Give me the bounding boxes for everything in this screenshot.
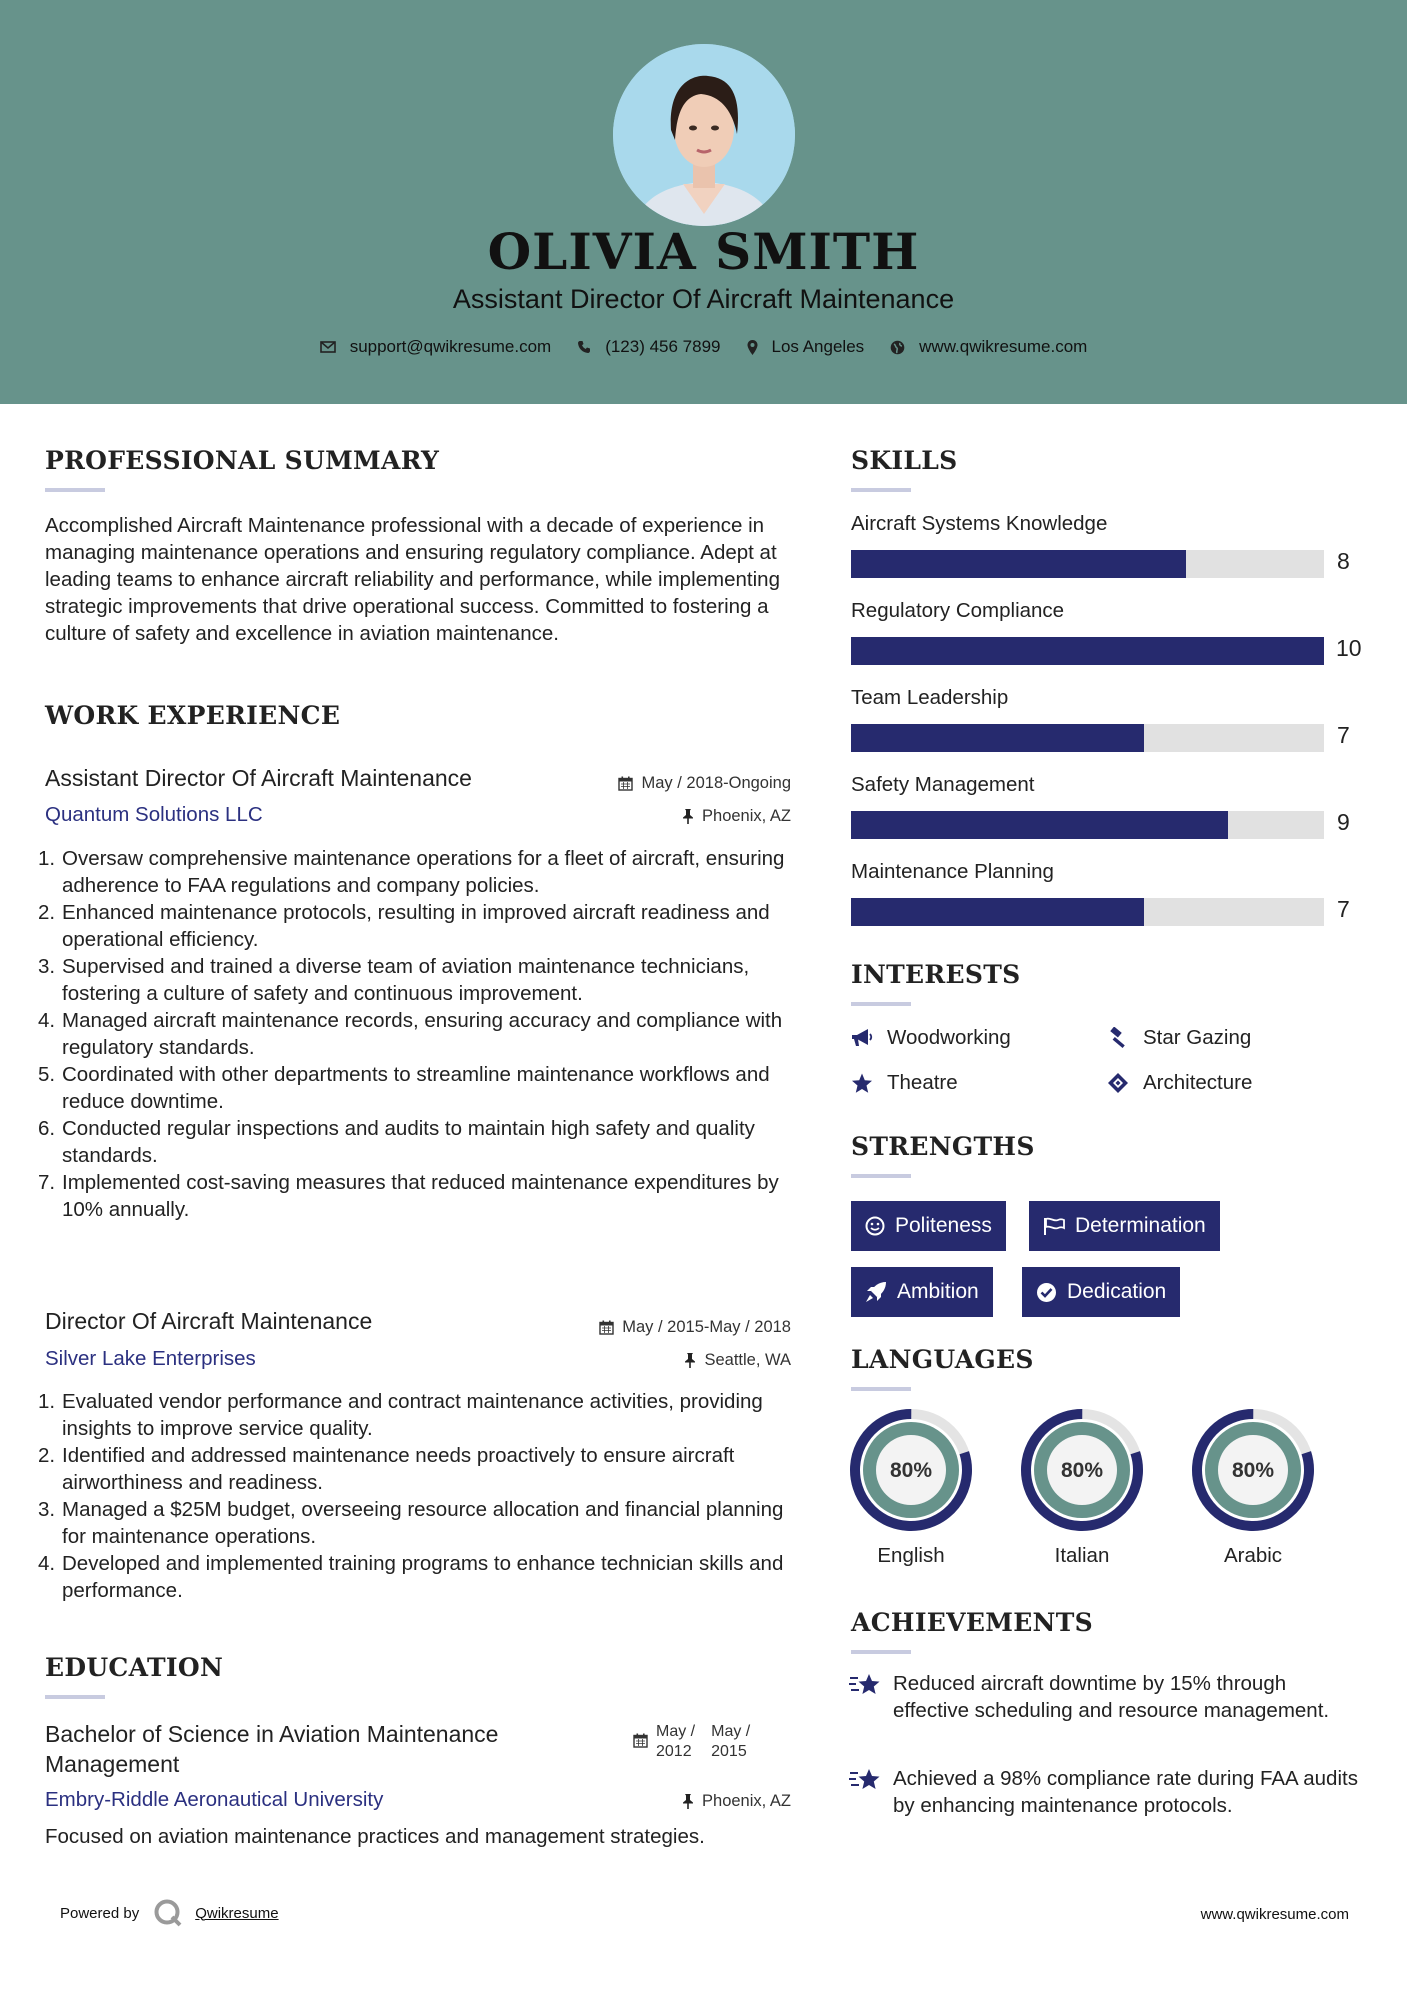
summary-text: Accomplished Aircraft Maintenance professional with a decade of experience in managing maintenance operations and ensuring regulatory compliance. Adept at leading teams to enhance aircraft reliability and performance, while implementing strategic improvements that drive operational success. Committed to fostering a culture of safety and excellence in aviation maintenance. — [45, 514, 780, 645]
language-name: Italian — [1054, 1544, 1110, 1567]
interests-divider — [851, 1002, 911, 1006]
job-location-1-text: Phoenix, AZ — [702, 807, 791, 825]
job-dates-1-text: May / 2018-Ongoing — [641, 774, 791, 792]
achievement-item: Achieved a 98% compliance rate during FAA audits by enhancing maintenance protocols. — [848, 1765, 1368, 1819]
skill-label: Safety Management — [851, 773, 1035, 796]
interests-heading: INTERESTS — [851, 960, 1021, 989]
skill-bar-track — [851, 898, 1324, 926]
interest-theatre — [851, 1071, 958, 1095]
list-item: 2. Identified and addressed maintenance needs proactively to ensure aircraft airworthiness and readiness. — [38, 1444, 735, 1494]
list-item: 3. Supervised and trained a diverse team of aviation maintenance technicians, fostering a culture of safety and continuous improvement. — [38, 955, 750, 1005]
job-location-1 — [682, 807, 791, 826]
flag-icon — [1043, 1217, 1065, 1235]
footer-powered-by — [60, 1898, 279, 1928]
achievements-heading: ACHIEVEMENTS — [851, 1608, 1093, 1637]
list-item: 4. Developed and implemented training programs to enhance technician skills and performance. — [38, 1552, 784, 1602]
pushpin-icon — [682, 809, 694, 824]
ticket-icon — [1107, 1072, 1129, 1094]
education-location — [682, 1792, 791, 1811]
education-location-text: Phoenix, AZ — [702, 1792, 791, 1810]
strength-ambition: Ambition — [851, 1267, 993, 1317]
interest-star-gazing — [1107, 1026, 1251, 1050]
interest-label: Architecture — [1143, 1071, 1253, 1094]
job-dates-2-text: May / 2015-May / 2018 — [622, 1318, 791, 1336]
skill-label: Aircraft Systems Knowledge — [851, 512, 1108, 535]
skill-label: Regulatory Compliance — [851, 599, 1065, 622]
job-dates-1 — [618, 774, 791, 793]
skill-bar-fill — [851, 724, 1144, 752]
language-percent: 80% — [1060, 1459, 1104, 1482]
profile-photo — [613, 44, 795, 226]
education-description: Focused on aviation maintenance practices and management strategies. — [45, 1825, 705, 1848]
calendar-icon — [599, 1320, 614, 1335]
pushpin-icon — [682, 1794, 694, 1809]
job-company-1: Quantum Solutions LLC — [45, 803, 263, 826]
language-percent: 80% — [889, 1459, 933, 1482]
list-item: 1. Oversaw comprehensive maintenance operations for a fleet of aircraft, ensuring adherence to FAA regulations and company policies. — [38, 847, 785, 897]
language-ring — [1191, 1408, 1315, 1532]
contact-location-text: Los Angeles — [771, 337, 865, 356]
language-ring-chart — [1191, 1408, 1315, 1532]
summary-divider — [45, 488, 105, 492]
calendar-icon — [618, 776, 633, 791]
check-circle-icon — [1036, 1282, 1057, 1303]
envelope-icon — [320, 341, 336, 353]
list-item: 3. Managed a $25M budget, overseeing resource allocation and financial planning for maintenance operations. — [38, 1498, 784, 1548]
skill-bar-track — [851, 637, 1324, 665]
skill-bar-track — [851, 811, 1324, 839]
contact-bar — [0, 337, 1407, 357]
strength-dedication: Dedication — [1022, 1267, 1180, 1317]
contact-phone[interactable] — [577, 337, 720, 357]
interest-label: Star Gazing — [1143, 1026, 1252, 1049]
megaphone-icon — [851, 1028, 873, 1048]
profile-photo-illustration — [613, 44, 795, 226]
resume-header — [0, 0, 1407, 404]
candidate-title: Assistant Director Of Aircraft Maintenance — [452, 284, 955, 314]
rocket-icon — [865, 1281, 887, 1303]
interest-label: Theatre — [887, 1071, 958, 1094]
map-marker-icon — [747, 340, 758, 355]
skill-value: 9 — [1337, 809, 1350, 835]
smile-icon — [865, 1216, 885, 1236]
job-location-2 — [684, 1351, 791, 1370]
globe-icon — [890, 340, 905, 355]
footer-website[interactable]: www.qwikresume.com — [1200, 1906, 1349, 1923]
language-name: Arabic — [1223, 1544, 1283, 1567]
star-icon — [851, 1073, 873, 1094]
list-item: 1. Evaluated vendor performance and contract maintenance activities, providing insights to improve service quality. — [38, 1390, 763, 1440]
summary-heading: PROFESSIONAL SUMMARY — [45, 446, 440, 475]
interest-woodworking — [851, 1026, 1011, 1050]
skill-bar-fill — [851, 637, 1324, 665]
language-ring — [1020, 1408, 1144, 1532]
list-item: 7. Implemented cost-saving measures that reduced maintenance expenditures by 10% annually. — [38, 1171, 779, 1221]
education-end: May / 2015 — [711, 1723, 751, 1760]
education-start: May / 2012 — [656, 1723, 696, 1760]
languages-heading: LANGUAGES — [851, 1345, 1034, 1374]
language-ring-chart — [849, 1408, 973, 1532]
achievements-divider — [851, 1650, 911, 1654]
list-item: 5. Coordinated with other departments to streamline maintenance workflows and reduce downtime. — [38, 1063, 770, 1113]
language-percent: 80% — [1231, 1459, 1275, 1482]
education-heading: EDUCATION — [45, 1653, 224, 1682]
qwikresume-logo-icon — [153, 1898, 183, 1928]
interest-label: Woodworking — [887, 1026, 1011, 1049]
contact-website[interactable] — [890, 337, 1087, 357]
skill-value: 8 — [1337, 548, 1350, 574]
language-ring — [849, 1408, 973, 1532]
gavel-icon — [1107, 1027, 1129, 1049]
job-title-1: Assistant Director Of Aircraft Maintenance — [45, 765, 472, 791]
skill-bar-fill — [851, 550, 1186, 578]
skill-bar-track — [851, 550, 1324, 578]
shooting-star-icon — [848, 1765, 882, 1795]
skill-bar-track — [851, 724, 1324, 752]
list-item: 2. Enhanced maintenance protocols, resulting in improved aircraft readiness and operational efficiency. — [38, 901, 770, 951]
job-dates-2 — [599, 1318, 791, 1337]
strengths-divider — [851, 1174, 911, 1178]
pushpin-icon — [684, 1353, 696, 1368]
contact-email-text: support@qwikresume.com — [349, 337, 552, 356]
experience-heading: WORK EXPERIENCE — [45, 701, 341, 730]
language-name: English — [877, 1544, 945, 1567]
powered-by-text: Powered by — [60, 1904, 140, 1922]
languages-divider — [851, 1387, 911, 1391]
candidate-name: OLIVIA SMITH — [487, 222, 920, 281]
education-school: Embry-Riddle Aeronautical University — [45, 1788, 384, 1811]
contact-website-text: www.qwikresume.com — [919, 337, 1088, 356]
qwikresume-link[interactable]: Qwikresume — [195, 1904, 279, 1922]
job-bullets-1 — [38, 845, 808, 1223]
skill-value: 10 — [1336, 635, 1362, 661]
job-title-2: Director Of Aircraft Maintenance — [45, 1308, 373, 1334]
list-item: 4. Managed aircraft maintenance records, ensuring accuracy and compliance with regulatory standards. — [38, 1009, 783, 1059]
shooting-star-icon — [848, 1670, 882, 1700]
skill-label: Maintenance Planning — [851, 860, 1054, 883]
contact-location — [747, 337, 865, 357]
job-bullets-2 — [38, 1388, 808, 1604]
list-item: 6. Conducted regular inspections and audits to maintain high safety and quality standards. — [38, 1117, 755, 1167]
skill-label: Team Leadership — [851, 686, 1009, 709]
job-company-2: Silver Lake Enterprises — [45, 1347, 256, 1370]
skill-bar-fill — [851, 811, 1228, 839]
interest-architecture — [1107, 1071, 1252, 1095]
strength-determination: Determination — [1029, 1201, 1220, 1251]
skills-heading: SKILLS — [851, 446, 958, 475]
strengths-heading: STRENGTHS — [851, 1132, 1035, 1161]
contact-phone-text: (123) 456 7899 — [605, 337, 721, 356]
skill-bar-fill — [851, 898, 1144, 926]
education-dates — [633, 1722, 750, 1762]
language-ring-chart — [1020, 1408, 1144, 1532]
calendar-icon — [633, 1733, 648, 1748]
skill-value: 7 — [1337, 722, 1350, 748]
skills-divider — [851, 488, 911, 492]
achievement-item: Reduced aircraft downtime by 15% through effective scheduling and resource management. — [848, 1670, 1368, 1724]
skill-value: 7 — [1337, 896, 1350, 922]
strength-politeness: Politeness — [851, 1201, 1006, 1251]
education-degree: Bachelor of Science in Aviation Maintenance Management — [45, 1721, 499, 1777]
education-divider — [45, 1695, 105, 1699]
job-location-2-text: Seattle, WA — [704, 1351, 791, 1369]
phone-icon — [577, 340, 591, 354]
contact-email[interactable] — [320, 337, 552, 357]
